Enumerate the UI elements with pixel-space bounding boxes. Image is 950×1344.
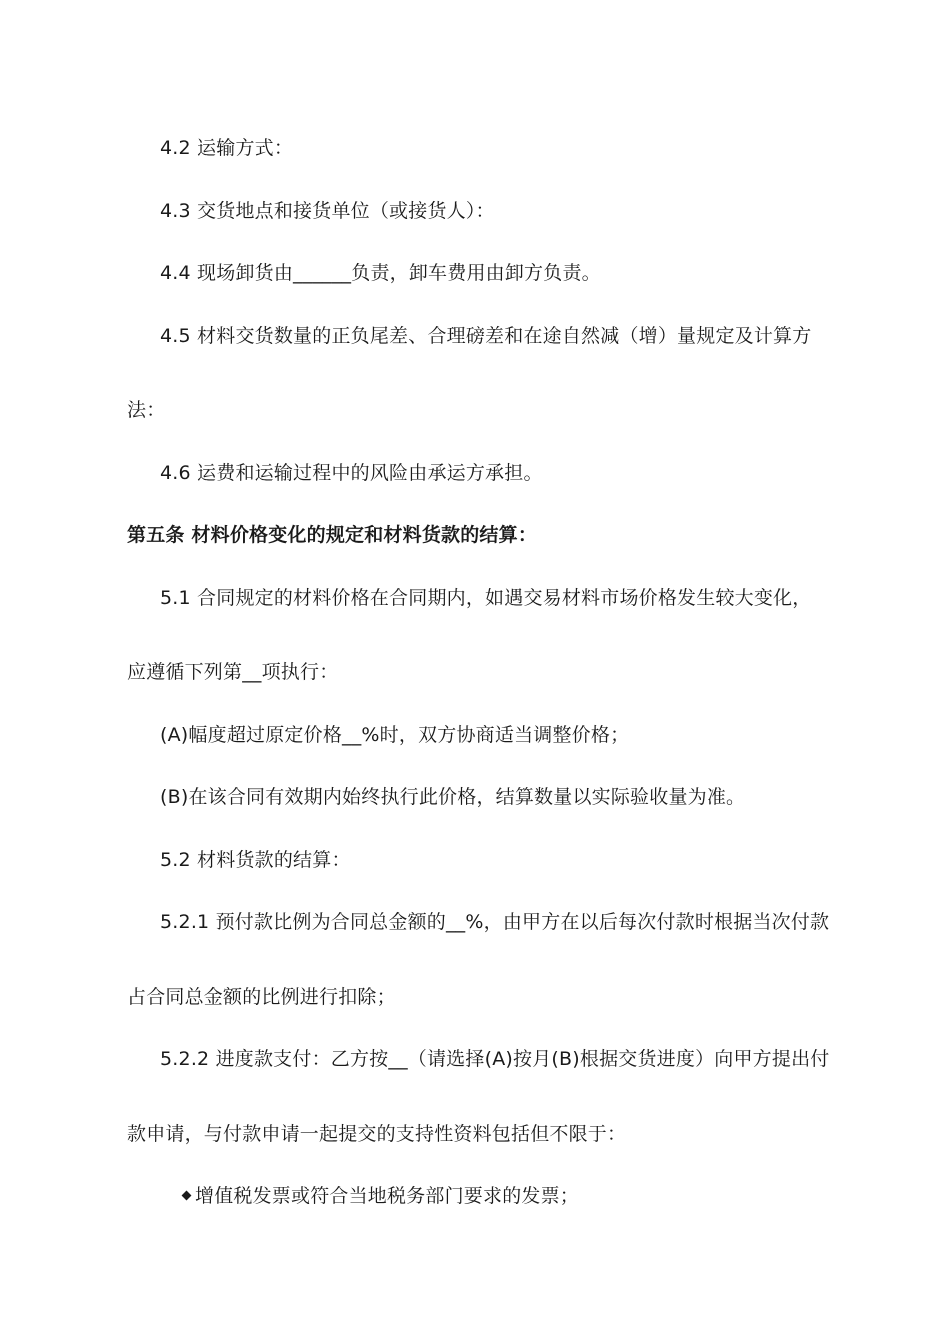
list-item-text: 增值税发票或符合当地税务部门要求的发票； xyxy=(195,1185,580,1207)
clause-5-2: 5.2 材料货款的结算： xyxy=(160,849,351,871)
diamond-bullet-icon xyxy=(182,1191,192,1201)
clause-4-4: 4.4 现场卸货由______负责，卸车费用由卸方负责。 xyxy=(160,262,601,284)
clause-5-2-2-line2: 款申请，与付款申请一起提交的支持性资料包括但不限于： xyxy=(127,1123,627,1145)
section-5-heading: 第五条 材料价格变化的规定和材料货款的结算： xyxy=(127,524,538,546)
clause-4-6: 4.6 运费和运输过程中的风险由承运方承担。 xyxy=(160,462,543,484)
clause-4-3: 4.3 交货地点和接货单位（或接货人）： xyxy=(160,200,495,222)
clause-4-5-line2: 法： xyxy=(127,399,166,421)
clause-4-5-line1: 4.5 材料交货数量的正负尾差、合理磅差和在途自然减（增）量规定及计算方 xyxy=(160,325,812,347)
clause-5-1-line2: 应遵循下列第__项执行： xyxy=(127,661,339,683)
clause-5-2-1-line1: 5.2.1 预付款比例为合同总金额的__%，由甲方在以后每次付款时根据当次付款 xyxy=(160,911,830,933)
option-a: (A)幅度超过原定价格__%时，双方协商适当调整价格； xyxy=(160,724,630,746)
clause-5-2-2-line1: 5.2.2 进度款支付：乙方按__（请选择(A)按月(B)根据交货进度）向甲方提出付 xyxy=(160,1048,830,1070)
clause-5-1-line1: 5.1 合同规定的材料价格在合同期内，如遇交易材料市场价格发生较大变化， xyxy=(160,587,812,609)
clause-5-2-1-line2: 占合同总金额的比例进行扣除； xyxy=(127,986,396,1008)
option-b: (B)在该合同有效期内始终执行此价格，结算数量以实际验收量为准。 xyxy=(160,786,746,808)
list-item xyxy=(183,1182,579,1210)
clause-4-2: 4.2 运输方式： xyxy=(160,137,294,159)
